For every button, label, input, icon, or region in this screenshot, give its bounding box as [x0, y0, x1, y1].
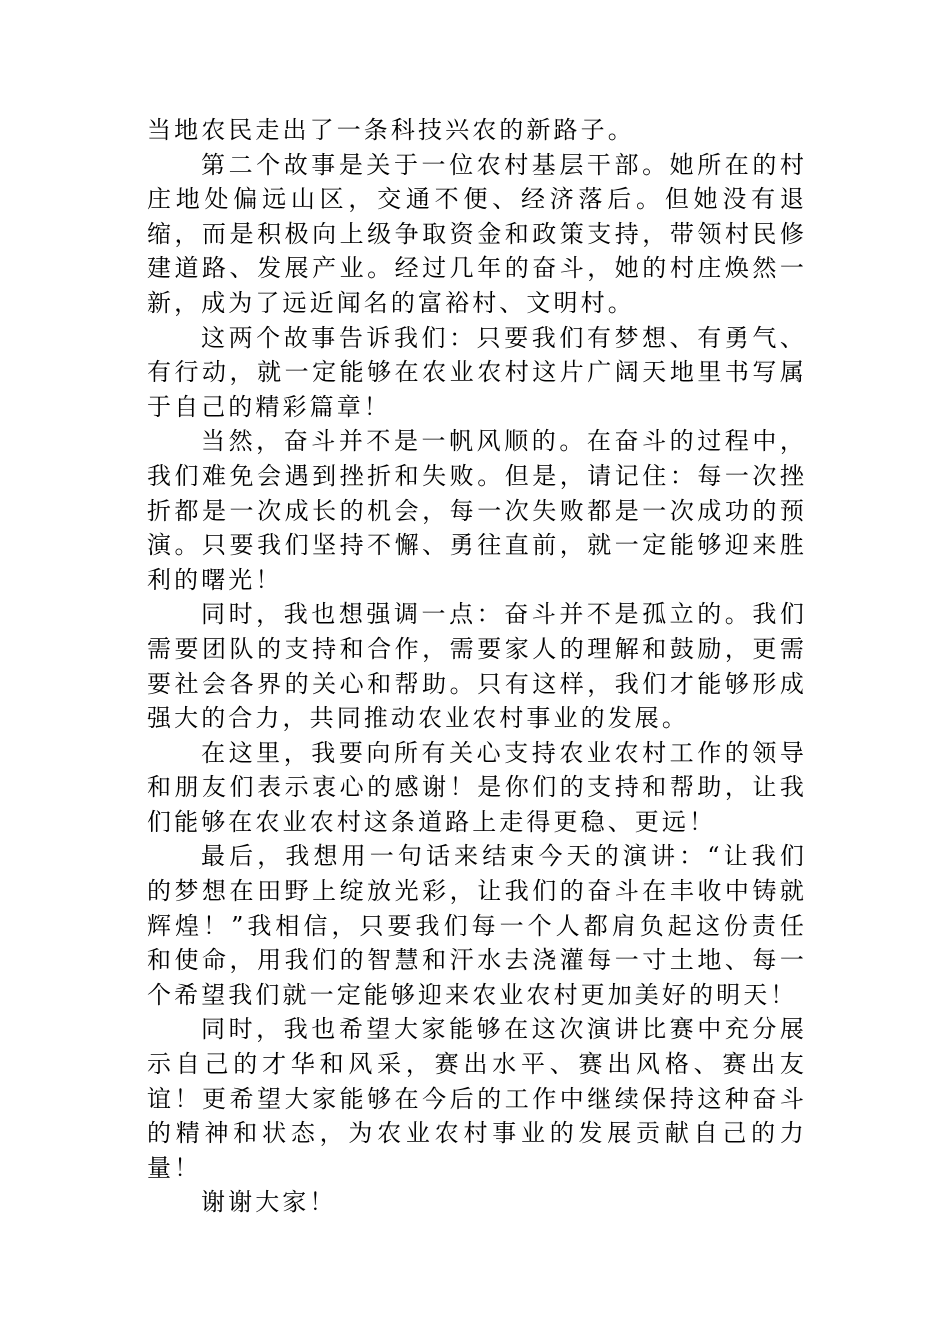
paragraph-setbacks: 当然，奋斗并不是一帆风顺的。在奋斗的过程中，我们难免会遇到挫折和失败。但是，请记住：每一次挫折都是一次成长的机会，每一次失败都是一次成功的预演。只要我们坚持不懈、勇往直前，就一定能够迎来胜利的曙光！ [147, 427, 807, 594]
paragraph-story-lesson: 这两个故事告诉我们：只要我们有梦想、有勇气、有行动，就一定能够在农业农村这片广阔天地里书写属于自己的精彩篇章！ [147, 323, 807, 421]
paragraph-teamwork: 同时，我也想强调一点：奋斗并不是孤立的。我们需要团队的支持和合作，需要家人的理解和鼓励，更需要社会各界的关心和帮助。只有这样，我们才能够形成强大的合力，共同推动农业农村事业的发展。 [147, 600, 807, 733]
paragraph-thanks: 在这里，我要向所有关心支持农业农村工作的领导和朋友们表示衷心的感谢！是你们的支持和帮助，让我们能够在农业农村这条道路上走得更稳、更远！ [147, 738, 807, 836]
paragraph-wishes: 同时，我也希望大家能够在这次演讲比赛中充分展示自己的才华和风采，赛出水平、赛出风格、赛出友谊！更希望大家能够在今后的工作中继续保持这种奋斗的精神和状态，为农业农村事业的发展贡献自己的力量！ [147, 1015, 807, 1182]
document-body [147, 113, 807, 1220]
paragraph-closing-quote: 最后，我想用一句话来结束今天的演讲：“让我们的梦想在田野上绽放光彩，让我们的奋斗在丰收中铸就辉煌！”我相信，只要我们每一个人都肩负起这份责任和使命，用我们的智慧和汗水去浇灌每一寸土地、每一个希望我们就一定能够迎来农业农村更加美好的明天！ [147, 842, 807, 1009]
paragraph-thank-you: 谢谢大家！ [201, 1188, 337, 1217]
paragraph-second-story: 第二个故事是关于一位农村基层干部。她所在的村庄地处偏远山区，交通不便、经济落后。但她没有退缩，而是积极向上级争取资金和政策支持，带领村民修建道路、发展产业。经过几年的奋斗，她的村庄焕然一新，成为了远近闻名的富裕村、文明村。 [147, 150, 807, 317]
paragraph-continuation: 当地农民走出了一条科技兴农的新路子。 [147, 116, 635, 144]
